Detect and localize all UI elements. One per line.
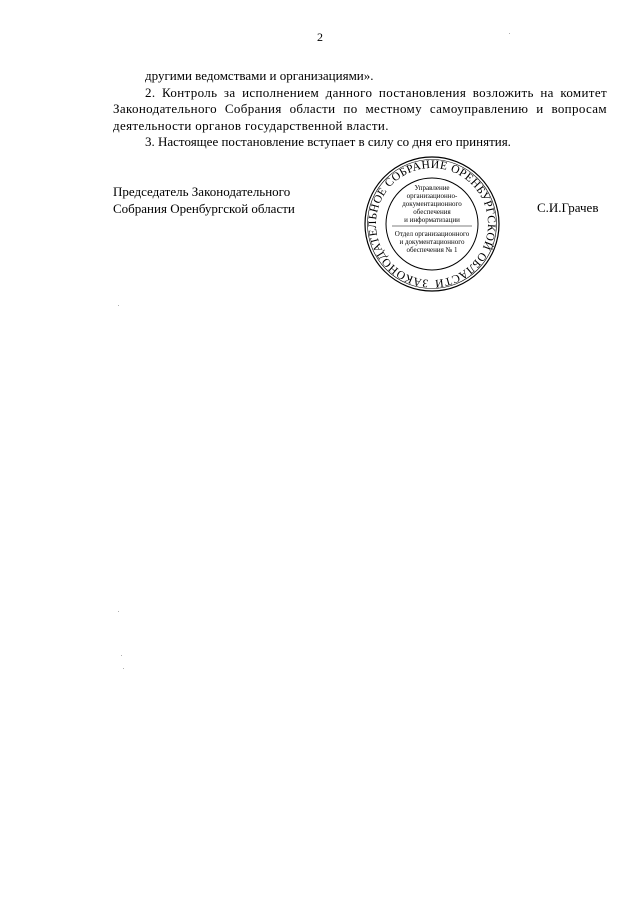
scan-speck: [118, 611, 119, 612]
seal-ring-text: ЗАКОНОДАТЕЛЬНОЕ СОБРАНИЕ ОРЕНБУРГСКОЙ ОБЛАСТИ: [366, 158, 498, 290]
body-text: [113, 68, 607, 151]
seal-center-text: [402, 184, 462, 224]
scan-speck: [121, 655, 122, 656]
seal-center-line: документационного: [402, 200, 462, 208]
seal-bottom-line: и документационного: [399, 238, 465, 246]
seal-center-line: обеспечения: [413, 208, 451, 216]
seal-bottom-line: обеспечения № 1: [406, 246, 458, 254]
seal-graphic: [362, 156, 502, 292]
scan-speck: [123, 668, 124, 669]
signer-title-line-2: Собрания Оренбургской области: [113, 200, 295, 216]
paragraph-control: 2. Контроль за исполнением данного постановления возложить на комитет Законодательного Собрания области по местному самоуправлению и вопросам деятельности органов государственной власти.: [113, 84, 607, 133]
paragraph-effective: 3. Настоящее постановление вступает в силу со дня его принятия.: [145, 134, 511, 149]
seal-center-line: организационно-: [406, 192, 458, 200]
seal-bottom-line: Отдел организационного: [394, 230, 470, 238]
seal-bottom-text: [395, 230, 470, 254]
signer-title: [113, 184, 295, 217]
scan-speck: [509, 33, 510, 34]
scan-speck: [118, 305, 119, 306]
page-number: 2: [317, 30, 323, 44]
paragraph-continuation: другими ведомствами и организациями».: [145, 68, 374, 83]
seal-center-line: Управление: [414, 184, 450, 192]
official-seal: [362, 156, 502, 292]
signer-title-line-1: Председатель Законодательного: [113, 184, 291, 199]
signer-name: С.И.Грачев: [537, 200, 599, 215]
seal-center-line: и информатизации: [404, 216, 460, 224]
